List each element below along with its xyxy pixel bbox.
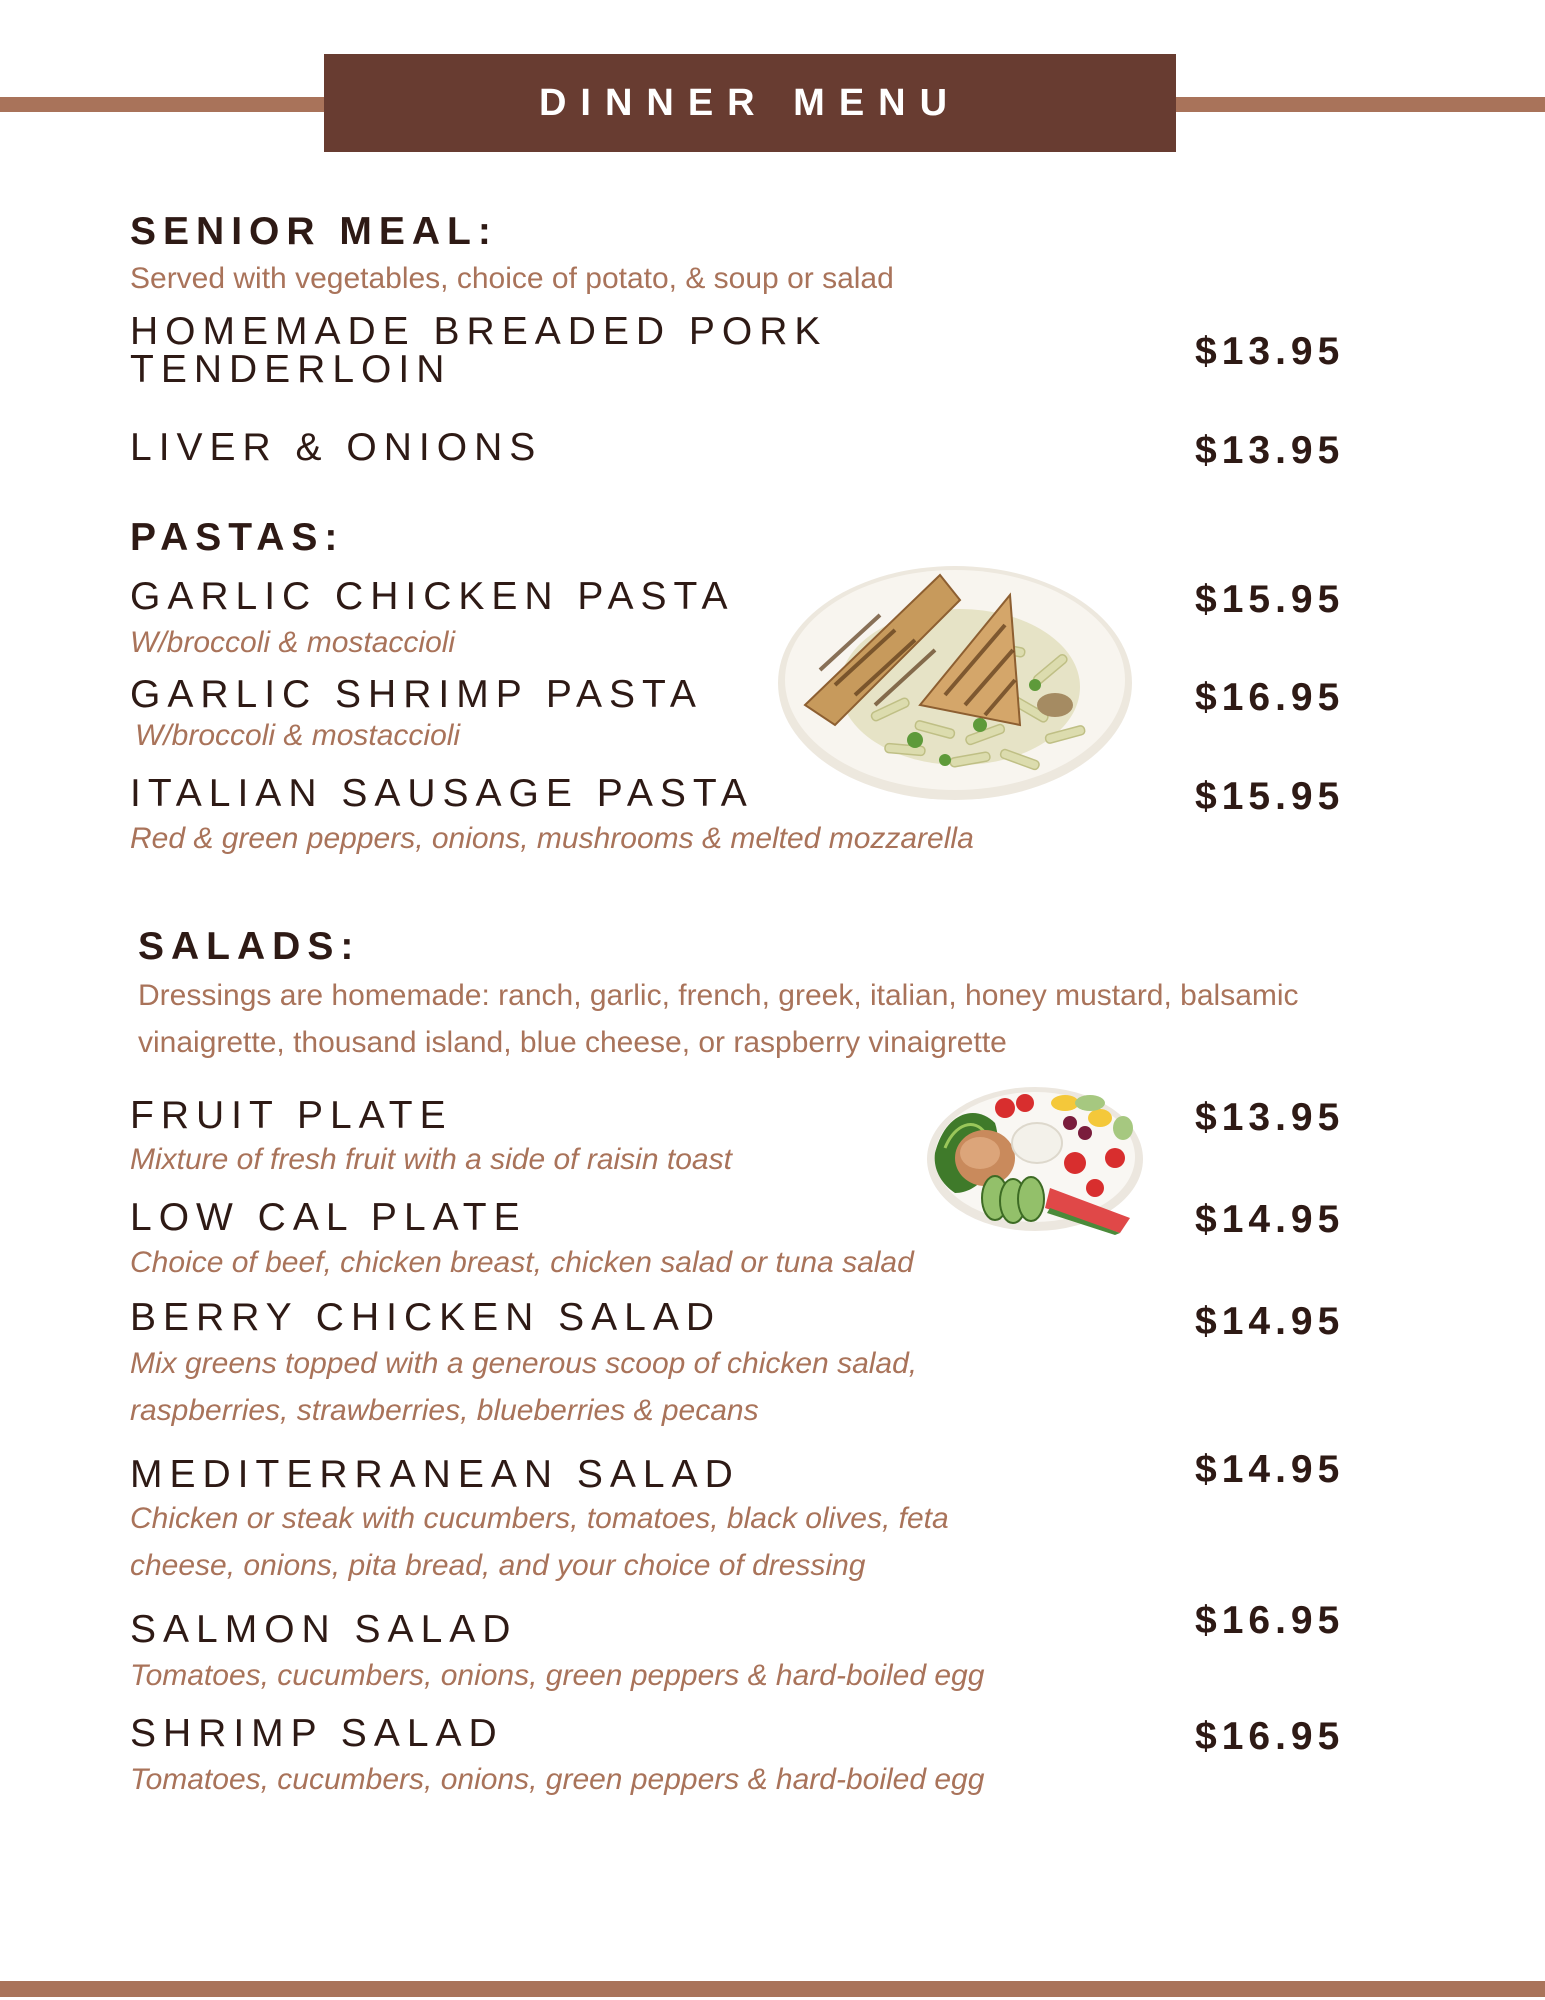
menu-title: DINNER MENU bbox=[538, 81, 962, 124]
menu-item-pork-tenderloin bbox=[130, 310, 828, 391]
menu-item-berry-chicken-salad: BERRY CHICKEN SALAD bbox=[130, 1296, 722, 1339]
menu-item-liver-onions: LIVER & ONIONS bbox=[130, 426, 543, 469]
price-berry-chicken-salad: $14.95 bbox=[1195, 1300, 1345, 1343]
menu-item-low-cal-plate: LOW CAL PLATE bbox=[130, 1196, 527, 1239]
menu-title-banner bbox=[324, 54, 1176, 152]
fruit-salad-plate-image bbox=[925, 1083, 1145, 1235]
desc-garlic-chicken-pasta: W/broccoli & mostaccioli bbox=[130, 626, 456, 659]
section-heading-salads: SALADS: bbox=[138, 925, 361, 968]
menu-item-name-line1: HOMEMADE BREADED PORK bbox=[130, 310, 828, 353]
desc-salmon-salad: Tomatoes, cucumbers, onions, green peppers & hard-boiled egg bbox=[130, 1659, 985, 1692]
price-liver-onions: $13.95 bbox=[1195, 429, 1345, 472]
menu-item-salmon-salad: SALMON SALAD bbox=[130, 1608, 518, 1651]
salads-note-line1: Dressings are homemade: ranch, garlic, french, greek, italian, honey mustard, balsamic bbox=[138, 979, 1299, 1012]
price-pork-tenderloin: $13.95 bbox=[1195, 330, 1345, 373]
price-fruit-plate: $13.95 bbox=[1195, 1096, 1345, 1139]
price-garlic-shrimp-pasta: $16.95 bbox=[1195, 676, 1345, 719]
desc-berry-chicken-salad-line2: raspberries, strawberries, blueberries & pecans bbox=[130, 1394, 759, 1427]
price-salmon-salad: $16.95 bbox=[1195, 1599, 1345, 1642]
salads-note-line2: vinaigrette, thousand island, blue cheese, or raspberry vinaigrette bbox=[138, 1026, 1007, 1059]
desc-fruit-plate: Mixture of fresh fruit with a side of raisin toast bbox=[130, 1143, 732, 1176]
desc-garlic-shrimp-pasta: W/broccoli & mostaccioli bbox=[135, 719, 461, 752]
menu-item-mediterranean-salad: MEDITERRANEAN SALAD bbox=[130, 1453, 740, 1496]
price-mediterranean-salad: $14.95 bbox=[1195, 1448, 1345, 1491]
price-garlic-chicken-pasta: $15.95 bbox=[1195, 578, 1345, 621]
senior-meal-note: Served with vegetables, choice of potato, & soup or salad bbox=[130, 262, 894, 295]
menu-item-fruit-plate: FRUIT PLATE bbox=[130, 1094, 453, 1137]
section-heading-pastas: PASTAS: bbox=[130, 516, 345, 559]
price-shrimp-salad: $16.95 bbox=[1195, 1715, 1345, 1758]
desc-mediterranean-salad-line2: cheese, onions, pita bread, and your choice of dressing bbox=[130, 1549, 866, 1582]
section-heading-senior-meal: SENIOR MEAL: bbox=[130, 210, 498, 253]
desc-berry-chicken-salad-line1: Mix greens topped with a generous scoop of chicken salad, bbox=[130, 1347, 918, 1380]
menu-item-garlic-shrimp-pasta: GARLIC SHRIMP PASTA bbox=[130, 673, 703, 716]
menu-item-italian-sausage-pasta: ITALIAN SAUSAGE PASTA bbox=[130, 772, 754, 815]
desc-shrimp-salad: Tomatoes, cucumbers, onions, green peppers & hard-boiled egg bbox=[130, 1763, 985, 1796]
price-italian-sausage-pasta: $15.95 bbox=[1195, 775, 1345, 818]
desc-low-cal-plate: Choice of beef, chicken breast, chicken salad or tuna salad bbox=[130, 1246, 914, 1279]
desc-italian-sausage-pasta: Red & green peppers, onions, mushrooms & melted mozzarella bbox=[130, 822, 974, 855]
menu-item-name-line2: TENDERLOIN bbox=[130, 348, 452, 391]
bottom-divider-line bbox=[0, 1981, 1545, 1997]
menu-item-shrimp-salad: SHRIMP SALAD bbox=[130, 1712, 504, 1755]
desc-mediterranean-salad-line1: Chicken or steak with cucumbers, tomatoes, black olives, feta bbox=[130, 1502, 949, 1535]
menu-item-garlic-chicken-pasta: GARLIC CHICKEN PASTA bbox=[130, 575, 735, 618]
pasta-plate-image bbox=[775, 555, 1135, 805]
price-low-cal-plate: $14.95 bbox=[1195, 1198, 1345, 1241]
